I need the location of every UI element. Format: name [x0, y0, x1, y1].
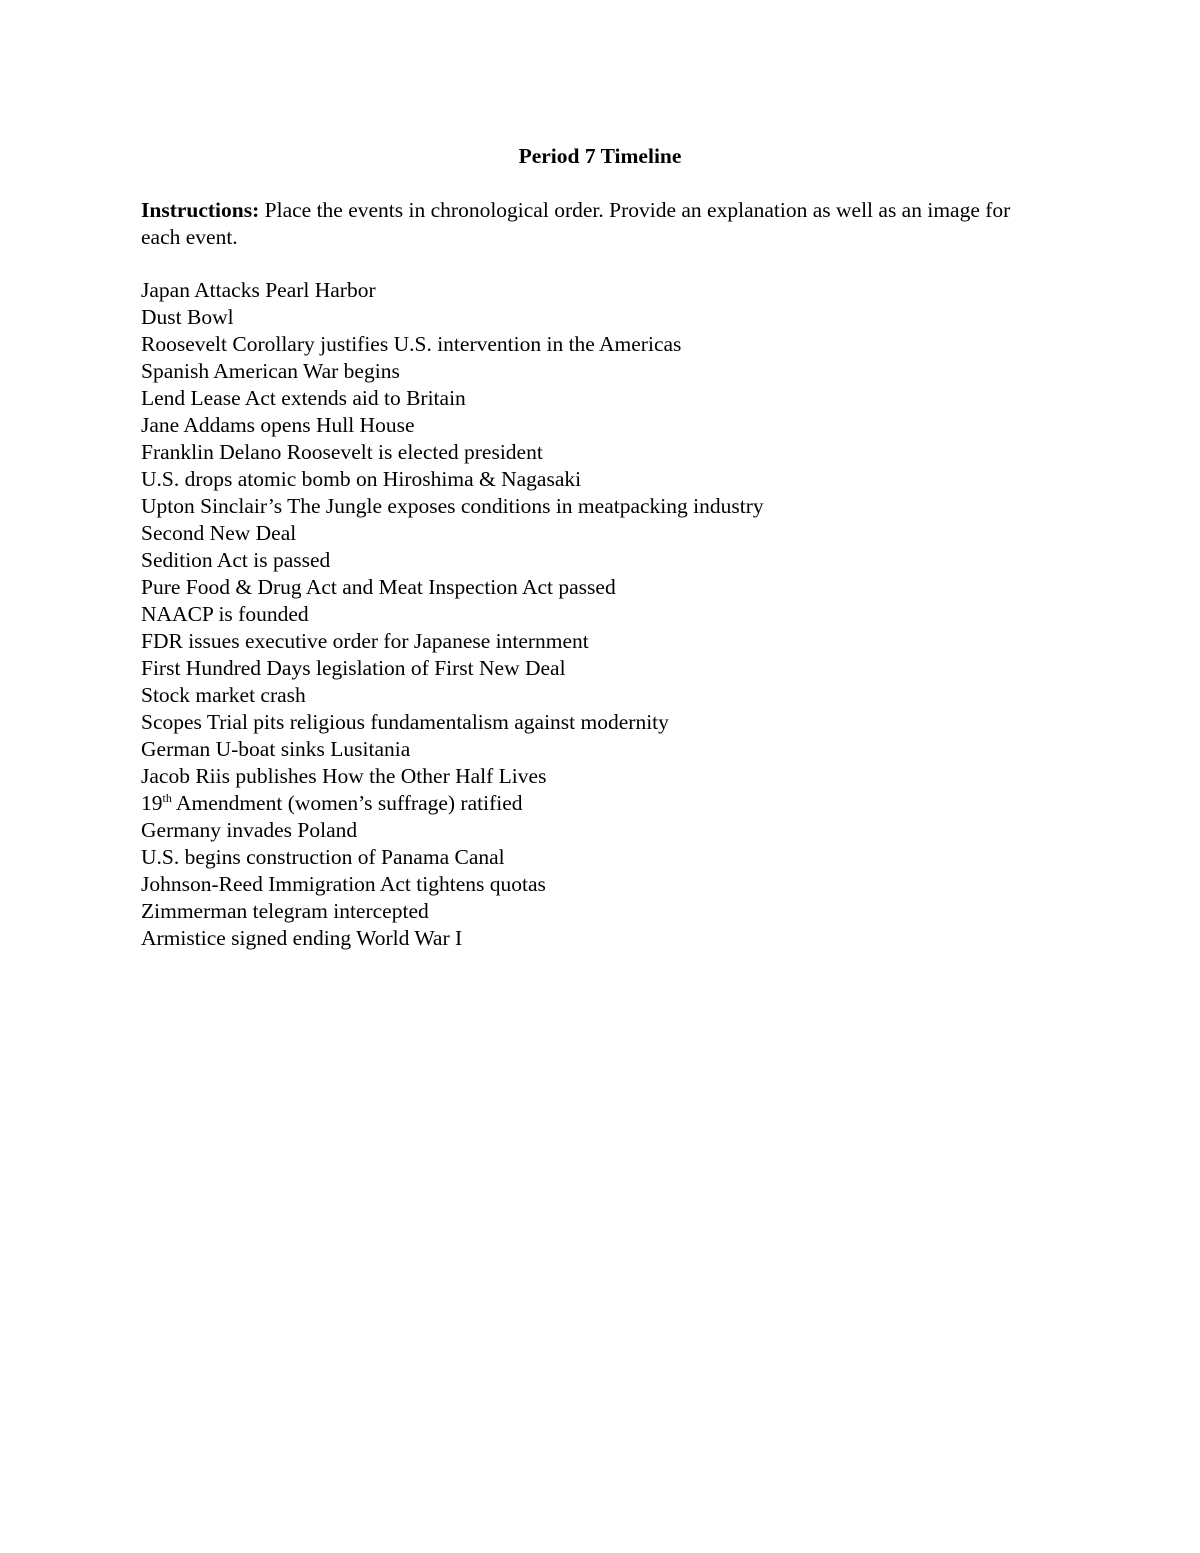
event-item: Johnson-Reed Immigration Act tightens quotas — [141, 872, 546, 896]
event-item: Sedition Act is passed — [141, 548, 331, 572]
event-item: Germany invades Poland — [141, 818, 358, 842]
instructions-paragraph — [141, 197, 1021, 251]
event-item: U.S. drops atomic bomb on Hiroshima & Nagasaki — [141, 467, 582, 491]
amendment-text: Amendment (women’s suffrage) ratified — [171, 791, 523, 815]
event-item: Upton Sinclair’s The Jungle exposes conditions in meatpacking industry — [141, 494, 764, 518]
event-item: Roosevelt Corollary justifies U.S. intervention in the Americas — [141, 332, 682, 356]
event-item: Pure Food & Drug Act and Meat Inspection Act passed — [141, 575, 616, 599]
event-list — [141, 277, 1041, 952]
event-item: Zimmerman telegram intercepted — [141, 899, 429, 923]
event-item: Dust Bowl — [141, 305, 234, 329]
event-item: Spanish American War begins — [141, 359, 400, 383]
event-item: U.S. begins construction of Panama Canal — [141, 845, 505, 869]
event-item: German U-boat sinks Lusitania — [141, 737, 411, 761]
page-title: Period 7 Timeline — [518, 144, 682, 168]
event-item: NAACP is founded — [141, 602, 309, 626]
event-item: First Hundred Days legislation of First New Deal — [141, 656, 566, 680]
event-item: Jane Addams opens Hull House — [141, 413, 415, 437]
event-item: Franklin Delano Roosevelt is elected president — [141, 440, 543, 464]
instructions-text: Place the events in chronological order. Provide an explanation as well as an image for each event. — [141, 198, 1011, 249]
event-item: Scopes Trial pits religious fundamentalism against modernity — [141, 710, 669, 734]
event-item-amendment — [141, 790, 1041, 817]
event-item: Second New Deal — [141, 521, 297, 545]
event-item: Stock market crash — [141, 683, 306, 707]
event-item: Japan Attacks Pearl Harbor — [141, 278, 376, 302]
event-item: Jacob Riis publishes How the Other Half Lives — [141, 764, 547, 788]
amendment-number: 19 — [141, 791, 163, 815]
amendment-ordinal-suffix: th — [162, 790, 172, 805]
instructions-label: Instructions: — [141, 198, 260, 222]
event-item: Armistice signed ending World War I — [141, 926, 463, 950]
event-item: Lend Lease Act extends aid to Britain — [141, 386, 466, 410]
event-item: FDR issues executive order for Japanese internment — [141, 629, 589, 653]
